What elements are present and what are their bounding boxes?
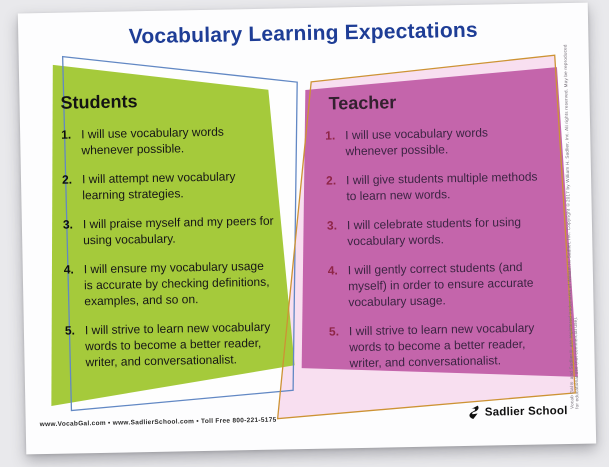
copyright-vertical-text: Vocab Gal® and Sadlier® are registered trademarks of William H. Sadlier, Inc. Copyright ©2017 by William H. Sadlier, Inc. All rights reserved. May be reproduced for educational use (not commercial use). <box>562 44 580 409</box>
list-item <box>61 122 290 158</box>
page-title: Vocabulary Learning Expectations <box>128 18 478 49</box>
item-number: 3. <box>62 217 74 232</box>
logo-text: Sadlier School <box>484 404 568 419</box>
list-item <box>327 213 570 250</box>
item-number: 2. <box>325 173 337 188</box>
list-item <box>326 168 569 205</box>
list-item <box>63 212 292 248</box>
item-text: I will use vocabulary words whenever possible. <box>345 125 489 159</box>
list-item <box>65 318 294 370</box>
sadlier-school-logo <box>466 403 568 420</box>
item-text: I will celebrate students for using vocabulary words. <box>346 214 522 249</box>
item-number: 2. <box>61 172 73 187</box>
teacher-panel <box>324 89 572 385</box>
item-text: I will strive to learn new vocabulary words to become a better reader, writer, and conversationalist. <box>348 320 535 371</box>
item-number: 5. <box>64 323 76 338</box>
list-item <box>64 257 293 309</box>
item-number: 1. <box>61 127 72 142</box>
students-list <box>61 122 294 370</box>
item-text: I will praise myself and my peers for using vocabulary. <box>82 213 274 248</box>
list-item <box>329 319 572 372</box>
list-item <box>328 258 571 311</box>
students-heading: Students <box>60 91 138 113</box>
footer-contact-line: www.VocabGal.com • www.SadlierSchool.com • Toll Free 800-221-5175 <box>39 416 277 429</box>
teacher-list <box>325 123 572 372</box>
item-text: I will gently correct students (and myself) in order to ensure accurate vocabulary usage. <box>347 259 534 310</box>
item-number: 4. <box>63 262 74 277</box>
item-number: 1. <box>325 128 336 143</box>
item-number: 4. <box>327 263 338 278</box>
students-panel <box>60 88 294 383</box>
list-item <box>325 123 568 160</box>
item-number: 5. <box>328 324 340 339</box>
sadlier-s-bird-icon <box>466 405 481 420</box>
item-text: I will give students multiple methods to learn new words. <box>345 169 538 204</box>
item-number: 3. <box>326 218 338 233</box>
item-text: I will attempt new vocabulary learning strategies. <box>81 169 236 203</box>
flyer-page <box>18 3 596 455</box>
list-item <box>62 167 291 203</box>
item-text: I will ensure my vocabulary usage is accurate by checking definitions, examples, and so on. <box>83 258 270 309</box>
item-text: I will strive to learn new vocabulary words to become a better reader, writer, and conversationalist. <box>84 319 271 370</box>
teacher-heading: Teacher <box>328 92 397 114</box>
item-text: I will use vocabulary words whenever possible. <box>81 124 224 158</box>
